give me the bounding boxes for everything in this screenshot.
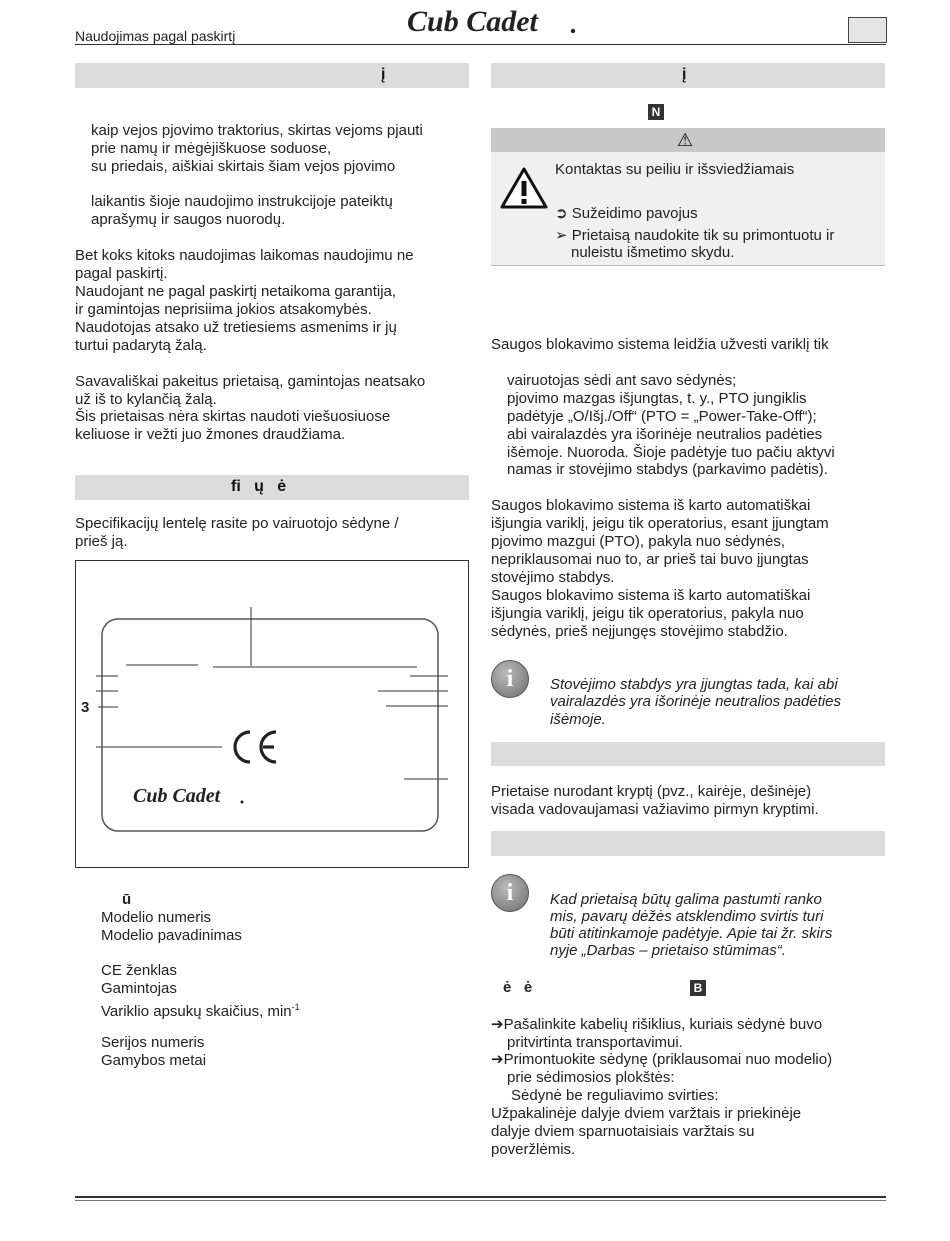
figure-badge-n: N bbox=[648, 103, 664, 121]
legend-production-year: Gamybos metai bbox=[101, 1052, 207, 1069]
interlock-line-3: pjovimo mazgui (PTO), pakyla nuo sėdynės, bbox=[491, 533, 786, 550]
info-note-2-line-1: Kad prietaisą būtų galima pastumti ranko bbox=[550, 891, 822, 908]
step-1-line-2: pritvirtinta transportavimui. bbox=[507, 1034, 683, 1051]
modification-line-3: Šis prietaisas nėra skirtas naudoti viešuosiuose bbox=[75, 408, 391, 425]
step-2-line-2: prie sėdimosios plokštės: bbox=[507, 1069, 675, 1086]
legend-engine-speed-unit-exponent: -1 bbox=[291, 1002, 300, 1012]
step-2-line-1 bbox=[491, 1051, 832, 1069]
page-number-box bbox=[848, 17, 887, 43]
legend-engine-speed-text: Variklio apsukų skaičius, min bbox=[101, 1003, 292, 1020]
action-text-1: Prietaisą naudokite tik su primontuotu ir bbox=[571, 227, 835, 244]
safety-intro: Saugos blokavimo sistema leidžia užvesti variklį tik bbox=[491, 336, 829, 353]
footer-rule-bottom bbox=[75, 1200, 886, 1201]
action-arrow-icon: ➢ bbox=[555, 227, 572, 244]
seat-section-title: ė ė bbox=[503, 979, 533, 996]
misuse-line-1: Bet koks kitoks naudojimas laikomas naudojimu ne bbox=[75, 247, 414, 264]
step-1-text: Pašalinkite kabelių rišiklius, kuriais sėdynė buvo bbox=[503, 1016, 823, 1033]
interlock-line-1: Saugos blokavimo sistema iš karto automatiškai bbox=[491, 497, 811, 514]
info-icon: i bbox=[491, 660, 529, 698]
legend-manufacturer: Gamintojas bbox=[101, 980, 177, 997]
use-line-2: prie namų ir mėgėjiškuose soduose, bbox=[91, 140, 332, 157]
step-2-text: Primontuokite sėdynę (priklausomai nuo modelio) bbox=[503, 1051, 833, 1068]
section-bar-assembly bbox=[491, 831, 885, 856]
section-bar-directions bbox=[491, 742, 885, 766]
legend-title: ū bbox=[122, 891, 132, 908]
hazard-text: Sužeidimo pavojus bbox=[571, 205, 698, 222]
warning-triangle-icon bbox=[499, 166, 549, 215]
step-arrow-icon: ➔ bbox=[491, 1016, 504, 1033]
interlock-line-4: nepriklausomai nuo to, ar prieš tai buvo įjungtas bbox=[491, 551, 809, 568]
section-title-intended-use: į bbox=[381, 66, 386, 83]
use-line-5: aprašymų ir saugos nuorodų. bbox=[91, 211, 286, 228]
fastening-line-1: Užpakalinėje dalyje dviem varžtais ir priekinėje bbox=[491, 1105, 802, 1122]
warning-header-icon: ⚠ bbox=[677, 130, 694, 150]
use-line-1: kaip vejos pjovimo traktorius, skirtas vejoms pjauti bbox=[91, 122, 423, 139]
condition-line-3: padėtyje „O/Išj./Off“ (PTO = „Power-Take-Off“); bbox=[507, 408, 817, 425]
info-note-1-line-1: Stovėjimo stabdys yra įjungtas tada, kai abi bbox=[550, 676, 838, 693]
header-rule bbox=[75, 44, 886, 45]
info-note-1-line-2: vairalazdės yra išorinėje neutralios padėties bbox=[550, 693, 841, 710]
seat-variant-subtitle: Sėdynė be reguliavimo svirties: bbox=[511, 1087, 719, 1104]
running-header: Naudojimas pagal paskirtį bbox=[75, 28, 236, 44]
info-note-2-line-3: būti atitinkamoje padėtyje. Apie tai žr. skirs bbox=[550, 925, 833, 942]
modification-line-2: už iš to kylančią žalą. bbox=[75, 391, 217, 408]
condition-line-2: pjovimo mazgas išjungtas, t. y., PTO jungiklis bbox=[507, 390, 807, 407]
info-icon: i bbox=[491, 874, 529, 912]
direction-line-2: visada vadovaujamasi važiavimo pirmyn kryptimi. bbox=[491, 801, 819, 818]
hazard-line bbox=[555, 205, 698, 223]
plate-callout-3: 3 bbox=[81, 699, 90, 716]
interlock-line-2: išjungia variklį, jeigu tik operatorius, esant įjungtam bbox=[491, 515, 829, 532]
info-note-2-line-2: mis, pavarų dėžės atsklendimo svirtis turi bbox=[550, 908, 824, 925]
step-arrow-icon: ➔ bbox=[491, 1051, 504, 1068]
svg-text:Cub Cadet: Cub Cadet bbox=[133, 785, 221, 807]
interlock-line-7: išjungia variklį, jeigu tik operatorius, pakyla nuo bbox=[491, 605, 804, 622]
step-1-line-1 bbox=[491, 1016, 822, 1034]
spec-text-line-1: Specifikacijų lentelę rasite po vairuotojo sėdyne / bbox=[75, 515, 399, 532]
fastening-line-3: poveržlėmis. bbox=[491, 1141, 576, 1158]
action-line-1 bbox=[555, 227, 834, 245]
condition-line-4: abi vairalazdės yra išorinėje neutralios padėties bbox=[507, 426, 823, 443]
section-title-safety: į bbox=[682, 66, 687, 83]
info-note-1-line-3: išėmoje. bbox=[550, 711, 606, 728]
hazard-arrow-icon: ➲ bbox=[555, 205, 572, 222]
fastening-line-2: dalyje dviem sparnuotaisiais varžtais su bbox=[491, 1123, 755, 1140]
warning-box bbox=[491, 128, 885, 266]
plate-brand-logo bbox=[132, 783, 247, 812]
rating-plate-figure bbox=[75, 560, 469, 868]
condition-line-6: namas ir stovėjimo stabdys (parkavimo padėtis). bbox=[507, 461, 828, 478]
interlock-line-5: stovėjimo stabdys. bbox=[491, 569, 615, 586]
section-title-specifications: fi ų ė bbox=[231, 478, 287, 495]
use-line-3: su priedais, aiškiai skirtais šiam vejos pjovimo bbox=[91, 158, 396, 175]
spec-text-line-2: prieš ją. bbox=[75, 533, 128, 550]
misuse-line-3: Naudojant ne pagal paskirtį netaikoma garantija, bbox=[75, 283, 397, 300]
misuse-line-6: turtui padarytą žalą. bbox=[75, 337, 207, 354]
ce-mark bbox=[228, 727, 280, 772]
modification-line-4: keliuose ir vežti juo žmones draudžiama. bbox=[75, 426, 346, 443]
condition-line-5: išėmoje. Nuoroda. Šioje padėtyje tuo pačiu aktyvi bbox=[507, 444, 835, 461]
interlock-line-8: sėdynės, prieš neįjungęs stovėjimo stabdžio. bbox=[491, 623, 788, 640]
legend-engine-speed bbox=[101, 998, 300, 1021]
use-line-4: laikantis šioje naudojimo instrukcijoje pateiktų bbox=[91, 193, 393, 210]
misuse-line-5: Naudotojas atsako už tretiesiems asmenims ir jų bbox=[75, 319, 397, 336]
legend-model-name: Modelio pavadinimas bbox=[101, 927, 242, 944]
condition-line-1: vairuotojas sėdi ant savo sėdynės; bbox=[507, 372, 737, 389]
modification-line-1: Savavališkai pakeitus prietaisą, gamintojas neatsako bbox=[75, 373, 426, 390]
brand-logo bbox=[405, 4, 580, 43]
section-bar-intended-use bbox=[75, 63, 469, 88]
section-bar-safety bbox=[491, 63, 885, 88]
svg-text:Cub Cadet: Cub Cadet bbox=[407, 5, 538, 38]
legend-model-number: Modelio numeris bbox=[101, 909, 212, 926]
misuse-line-2: pagal paskirtį. bbox=[75, 265, 168, 282]
interlock-line-6: Saugos blokavimo sistema iš karto automatiškai bbox=[491, 587, 811, 604]
direction-line-1: Prietaise nurodant kryptį (pvz., kairėje, dešinėje) bbox=[491, 783, 812, 800]
action-line-2: nuleistu išmetimo skydu. bbox=[571, 244, 735, 261]
info-note-2-line-4: nyje „Darbas – prietaiso stūmimas“. bbox=[550, 942, 786, 959]
misuse-line-4: ir gamintojas neprisiima jokios atsakomybės. bbox=[75, 301, 372, 318]
legend-serial-number: Serijos numeris bbox=[101, 1034, 205, 1051]
legend-ce-mark: CE ženklas bbox=[101, 962, 177, 979]
warning-title: Kontaktas su peiliu ir išsviedžiamais bbox=[555, 161, 795, 178]
footer-rule-top bbox=[75, 1196, 886, 1198]
figure-badge-b: B bbox=[690, 979, 706, 997]
